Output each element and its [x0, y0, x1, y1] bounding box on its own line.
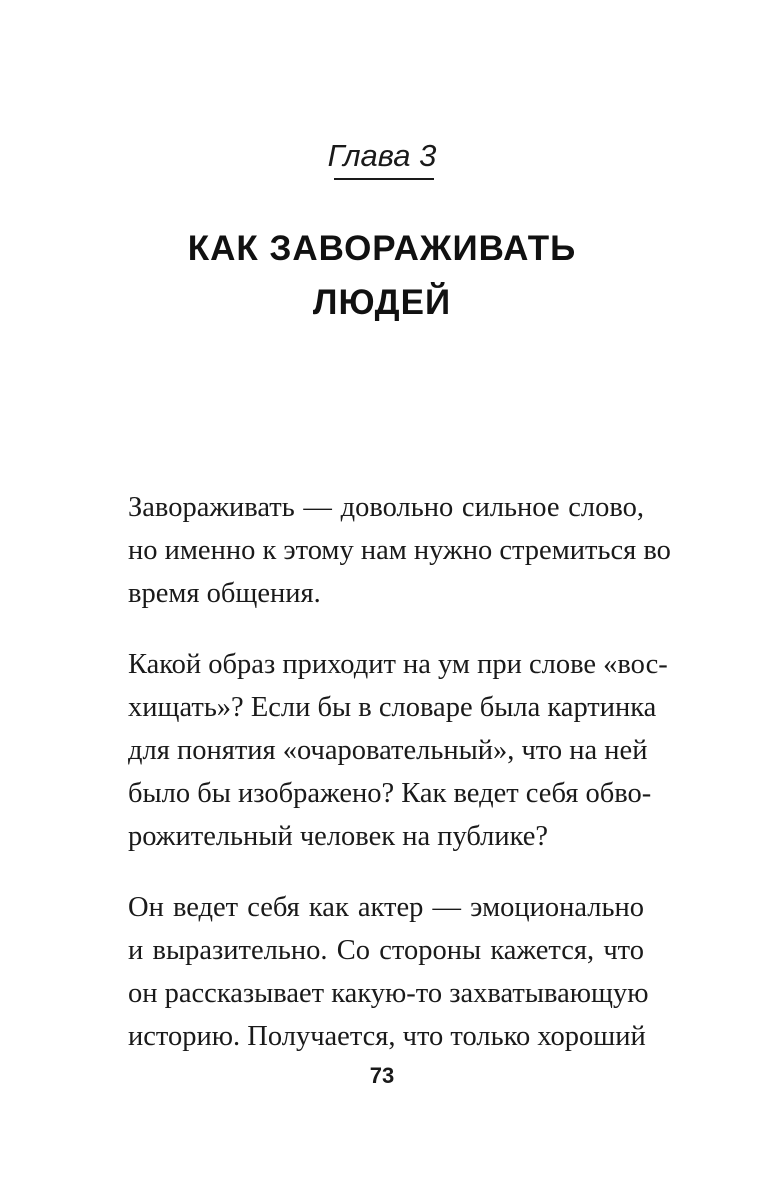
text-line: и выразительно. Со стороны кажется, что: [128, 935, 644, 966]
paragraph: [128, 643, 668, 858]
body-text: [128, 486, 671, 1086]
chapter-title-line: ЛЮДЕЙ: [312, 283, 452, 322]
page-number: 73: [369, 1063, 395, 1088]
text-line: было бы изображено? Как ведет себя обво-: [128, 778, 652, 809]
paragraph: [128, 486, 671, 615]
text-line: он рассказывает какую-то захватывающую: [128, 978, 649, 1009]
text-line: хищать»? Если бы в словаре была картинка: [128, 692, 657, 723]
text-line: рожительный человек на публике?: [128, 821, 549, 852]
chapter-label-underline: [334, 178, 434, 180]
chapter-title-line: КАК ЗАВОРАЖИВАТЬ: [187, 229, 577, 268]
text-line: Он ведет себя как актер — эмоционально: [128, 892, 644, 923]
chapter-title: [0, 222, 764, 330]
text-line: Завораживать — довольно сильное слово,: [128, 492, 644, 523]
text-line: историю. Получается, что только хороший: [128, 1021, 646, 1052]
paragraph: [128, 886, 649, 1058]
text-line: время общения.: [128, 578, 321, 609]
text-line: но именно к этому нам нужно стремиться во: [128, 535, 671, 566]
text-line: Какой образ приходит на ум при слове «вос-: [128, 649, 668, 680]
text-line: для понятия «очаровательный», что на ней: [128, 735, 648, 766]
chapter-label: Глава 3: [327, 138, 437, 173]
